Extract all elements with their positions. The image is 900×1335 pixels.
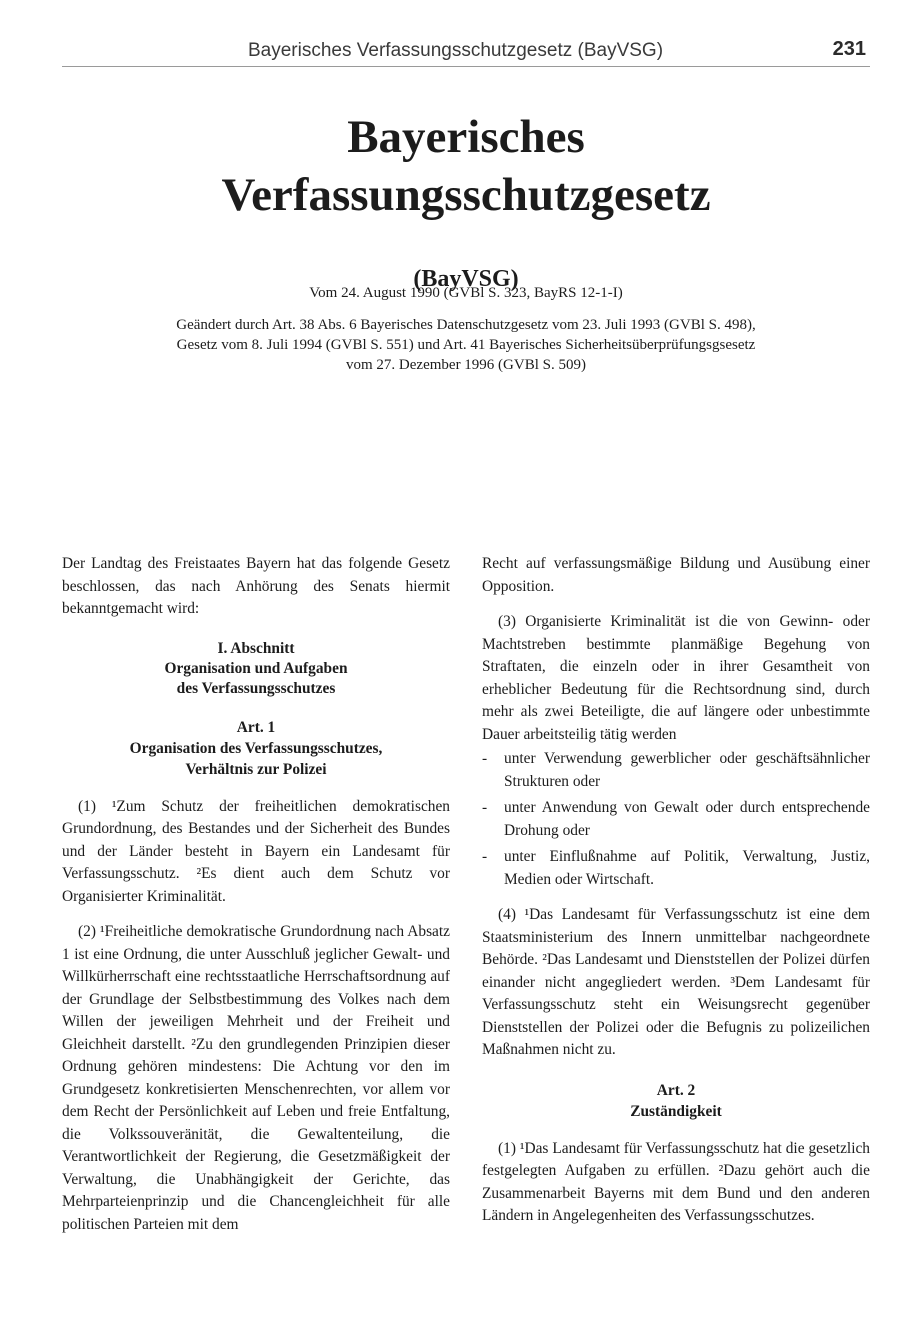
article-2-heading [482, 1080, 870, 1122]
art1-paragraph-2-continued: Recht auf verfassungsmäßige Bildung und Ausübung einer Opposition. [482, 555, 870, 595]
law-title [62, 108, 870, 224]
page-number: 231 [832, 38, 866, 60]
dash-bullet: - [482, 799, 488, 816]
title-block [62, 108, 870, 293]
law-title-line-2: Verfassungsschutzgesetz [221, 169, 711, 221]
list-item-text: unter Verwendung gewerblicher oder geschäftsähnlicher Strukturen oder [504, 750, 870, 790]
right-column [482, 553, 870, 1228]
running-title: Bayerisches Verfassungsschutzgesetz (BayVSG) [248, 40, 664, 61]
law-abbreviation: (BayVSG) [413, 266, 519, 292]
article-title-line: Zuständigkeit [630, 1102, 722, 1120]
amendment-line: Geändert durch Art. 38 Abs. 6 Bayerisches Datenschutzgesetz vom 23. Juli 1993 (GVBl S. 498), [176, 317, 756, 333]
dash-bullet: - [482, 750, 488, 767]
preamble: Der Landtag des Freistaates Bayern hat das folgende Gesetz beschlossen, das nach Anhörung des Senats hiermit bekanntgemacht wird: [62, 555, 450, 617]
art1-paragraph-1: (1) ¹Zum Schutz der freiheitlichen demokratischen Grundordnung, des Bestandes und der Sicherheit des Bundes und der Länder besteht in Bayern ein Landesamt für Verfassungsschutz. ²Es dient auch dem Schutz vor Organisierter Kriminalität. [62, 797, 450, 905]
art1-paragraph-3: (3) Organisierte Kriminalität ist die von Gewinn- oder Machtstreben bestimmte planmäßige Begehung von Straftaten, die einzeln oder in ihrer Gesamtheit von erheblicher Bedeutung für die Rechtsordnung sind, durch mehr als zwei Beteiligte, die auf längere oder unbestimmte Dauer arbeitsteilig tätig werden [482, 613, 870, 743]
list-item [482, 797, 870, 842]
law-title-line-1: Bayerisches [347, 111, 585, 163]
section-title-line: des Verfassungsschutzes [176, 679, 336, 697]
section-heading [62, 639, 450, 699]
amendment-line: vom 27. Dezember 1996 (GVBl S. 509) [346, 357, 586, 373]
art2-paragraph-1: (1) ¹Das Landesamt für Verfassungsschutz hat die gesetzlich festgelegten Aufgaben zu erfüllen. ²Dazu gehört auch die Zusammenarbeit Bayerns mit dem Bund und den anderen Ländern in Angelegenheiten des Verfassungsschutzes. [482, 1139, 870, 1224]
art1-paragraph-2: (2) ¹Freiheitliche demokratische Grundordnung nach Absatz 1 ist eine Ordnung, die unter Ausschluß jeglicher Gewalt- und Willkürherrschaft eine rechtsstaatliche Herrschaftsordnung auf der Grundlage der Selbstbestimmung des Volkes nach dem Willen der jeweiligen Mehrheit und der Freiheit und Gleichheit darstellt. ²Zu den grundlegenden Prinzipien dieser Ordnung gehören mindestens: Die Achtung vor den im Grundgesetz konkretisierten Menschenrechten, vor allem vor dem Recht der Persönlichkeit auf Leben und freie Entfaltung, die Volkssouveränität, die Gewaltenteilung, die Verantwortlichkeit der Regierung, die Gesetzmäßigkeit der Verwaltung, die Unabhängigkeit der Gerichte, das Mehrparteienprinzip und die Chancengleichheit für alle politischen Parteien mit dem [62, 923, 450, 1233]
article-number: Art. 1 [236, 718, 276, 736]
article-number: Art. 2 [656, 1081, 696, 1099]
list-item [482, 846, 870, 891]
article-title-line: Organisation des Verfassungsschutzes, [129, 739, 383, 757]
art1-paragraph-4: (4) ¹Das Landesamt für Verfassungsschutz ist eine dem Staatsministerium des Innern unmittelbar nachgeordnete Behörde. ²Das Landesamt und Dienststellen der Polizei dürfen einander nicht angegliedert werden. ³Dem Landesamt für Verfassungsschutz steht ein Weisungsrecht gegenüber Dienststellen der Polizei oder die Befugnis zu polizeilichen Maßnahmen nicht zu. [482, 906, 870, 1058]
article-title-line: Verhältnis zur Polizei [185, 760, 327, 778]
section-title-line: Organisation und Aufgaben [164, 659, 348, 677]
list-item-text: unter Einflußnahme auf Politik, Verwaltung, Justiz, Medien oder Wirtschaft. [504, 848, 870, 888]
left-column [62, 553, 450, 1236]
enactment-date: Vom 24. August 1990 (GVBl S. 323, BayRS 12-1-I) [309, 285, 623, 301]
publication-meta [62, 283, 870, 375]
list-item-text: unter Anwendung von Gewalt oder durch entsprechende Drohung oder [504, 799, 870, 839]
amendment-line: Gesetz vom 8. Juli 1994 (GVBl S. 551) und Art. 41 Bayerisches Sicherheitsüberprüfungsgsesetz [176, 337, 756, 353]
list-item [482, 748, 870, 793]
running-header [62, 36, 870, 67]
art1-paragraph-3-list [482, 748, 870, 891]
dash-bullet: - [482, 848, 488, 865]
section-number: I. Abschnitt [217, 639, 295, 657]
article-1-heading [62, 717, 450, 780]
amendment-note [62, 315, 870, 375]
